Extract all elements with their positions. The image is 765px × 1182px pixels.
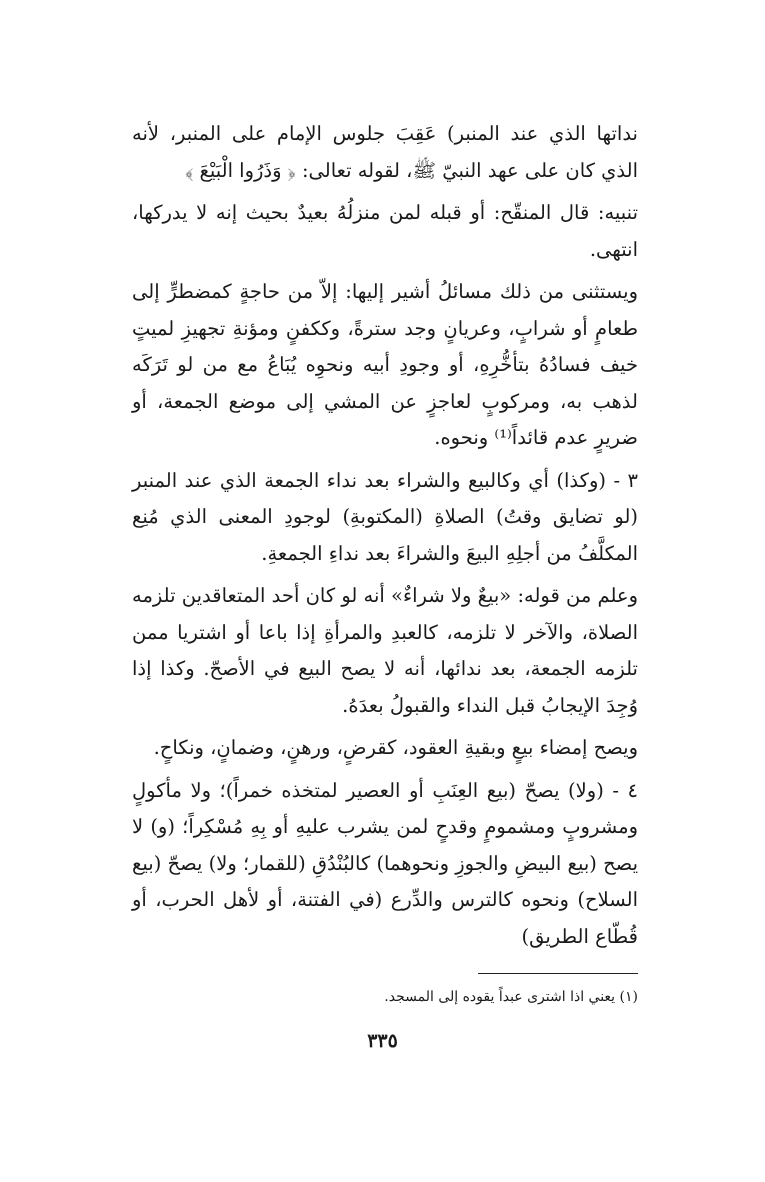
paragraph-exceptions: ويستثنى من ذلك مسائلُ أشير إليها: إلاّ من حاجةٍ كمضطرٍّ إلى طعامٍ أو شرابٍ، وعريانٍ وجد سترةً، وككفنٍ ومؤنةِ تجهيزِ لميتٍ خيف فسادُهُ بتأخُّرِهِ، أو وجودِ أبيه ونحوِه يُبَاعُ مع من لو تَرَكَه لذهب به، ومركوبٍ لعاجزٍ عن المشي إلى موضع الجمعة، أو ضريرٍ عدم قائداً⁽¹⁾ ونحوه.	[132, 280, 638, 449]
footnote: (١) يعني اذا اشترى عبداً يقوده إلى المسجد.	[384, 989, 638, 1005]
page-number: ٣٣٥	[367, 1030, 398, 1052]
paragraph-other-contracts: ويصح إمضاء بيعٍ وبقيةِ العقود، كقرضٍ، ورهنٍ، وضمانٍ، ونكاحٍ.	[153, 736, 638, 759]
main-text	[132, 116, 638, 961]
paragraph-friday-call: نداتها الذي عند المنبر) عَقِبَ جلوس الإمام على المنبر، لأنه الذي كان على عهد النبيّ ﷺ، لقوله تعالى: ﴿ وَذَرُوا الْبَيْعَ ﴾	[132, 122, 638, 182]
paragraph-note: تنبيه: قال المنقّح: أو قبله لمن منزلُهُ بعيدٌ بحيث إنه لا يدركها، انتهى.	[132, 201, 638, 261]
paragraph-item-4: ٤ - (ولا) يصحّ (بيع العِنَبِ أو العصير لمتخذه خمراً)؛ ولا مأكولٍ ومشروبٍ ومشمومٍ وقدحٍ لمن يشرب عليهِ أو بِهِ مُسْكِراً؛ (و) لا يصح (بيع البيضِ والجوزِ ونحوهما) كالبُنْدُقِ (للقمار؛ ولا) يصحّ (بيع السلاح) ونحوه كالترس والدِّرع (في الفتنة، أو لأهل الحرب، أو قُطّاع الطريق)	[132, 778, 638, 948]
paragraph-contract-parties: وعلم من قوله: «بيعٌ ولا شراءٌ» أنه لو كان أحد المتعاقدين تلزمه الصلاة، والآخر لا تلزمه، كالعبدِ والمرأةِ إذا باعا أو اشتريا ممن تلزمه الجمعة، بعد ندائها، أنه لا يصح البيع في الأصحّ. وكذا إذا وُجِدَ الإيجابُ قبل النداء والقبولُ بعدَهُ.	[132, 584, 638, 717]
footnote-divider	[478, 973, 638, 974]
paragraph-item-3: ٣ - (وكذا) أي وكالبيع والشراء بعد نداء الجمعة الذي عند المنبر (لو تضايق وقتُ) الصلاةِ (المكتوبةِ) لوجودِ المعنى الذي مُنِع المكلَّفُ من أجلِهِ البيعَ والشراءَ بعد نداءِ الجمعةِ.	[132, 468, 638, 565]
